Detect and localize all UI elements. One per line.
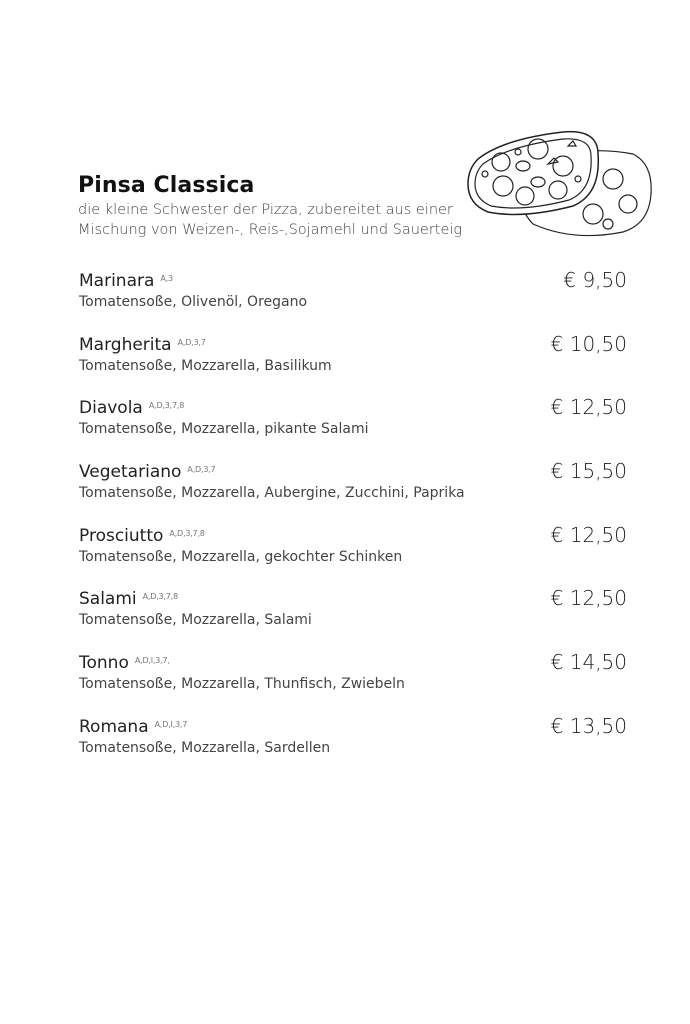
item-description: Tomatensoße, Mozzarella, Aubergine, Zucchini, Paprika — [79, 485, 465, 502]
item-name: Marinara — [79, 271, 155, 291]
item-price: € 12,50 — [550, 586, 627, 611]
item-description: Tomatensoße, Mozzarella, Sardellen — [79, 739, 331, 756]
menu-item — [79, 588, 627, 652]
menu-item — [79, 270, 627, 334]
item-description: Tomatensoße, Mozzarella, gekochter Schinken — [79, 548, 403, 565]
section-subtitle-line2: Mischung von Weizen-, Reis-,Sojamehl und Sauerteig — [78, 222, 463, 238]
item-description: Tomatensoße, Mozzarella, Thunfisch, Zwiebeln — [79, 676, 405, 693]
allergen-codes: A,D,3,7,8 — [148, 401, 185, 411]
item-name: Tonno — [79, 653, 129, 674]
section-title: Pinsa Classica — [78, 173, 255, 198]
item-name: Margherita — [79, 334, 172, 355]
item-price: € 12,50 — [550, 522, 627, 547]
allergen-codes: A,D,3,7,8 — [142, 592, 178, 602]
item-name: Prosciutto — [79, 525, 164, 546]
allergen-codes: A,D,3,7 — [177, 337, 206, 347]
item-description: Tomatensoße, Mozzarella, pikante Salami — [79, 421, 369, 438]
item-name: Salami — [79, 589, 137, 610]
menu-item — [79, 461, 627, 525]
section-subtitle-line1: die kleine Schwester der Pizza, zubereitet aus einer — [78, 202, 453, 218]
menu-item — [79, 522, 627, 589]
item-price: € 10,50 — [550, 331, 627, 356]
item-description: Tomatensoße, Mozzarella, Salami — [79, 612, 312, 629]
menu-item — [79, 713, 627, 780]
pinsa-illustration-icon — [463, 124, 657, 244]
item-name: Diavola — [79, 398, 143, 419]
item-price: € 15,50 — [550, 459, 627, 484]
menu-item — [79, 652, 627, 716]
item-price: € 13,50 — [550, 713, 627, 738]
menu-item — [79, 331, 627, 398]
menu-header — [78, 172, 462, 240]
menu-items-list — [79, 270, 627, 780]
item-name: Vegetariano — [79, 462, 182, 483]
item-description: Tomatensoße, Olivenöl, Oregano — [79, 294, 308, 310]
allergen-codes: A,D,I,3,7, — [134, 656, 170, 666]
allergen-codes: A,D,I,3,7 — [154, 719, 188, 729]
item-name: Romana — [79, 716, 149, 737]
allergen-codes: A,D,3,7 — [187, 465, 216, 475]
item-price: € 14,50 — [550, 650, 627, 675]
menu-item — [79, 397, 627, 461]
allergen-codes: A,3 — [160, 274, 173, 283]
allergen-codes: A,D,3,7,8 — [169, 528, 205, 538]
item-price: € 9,50 — [563, 268, 627, 292]
item-description: Tomatensoße, Mozzarella, Basilikum — [79, 357, 332, 374]
item-price: € 12,50 — [550, 395, 627, 420]
